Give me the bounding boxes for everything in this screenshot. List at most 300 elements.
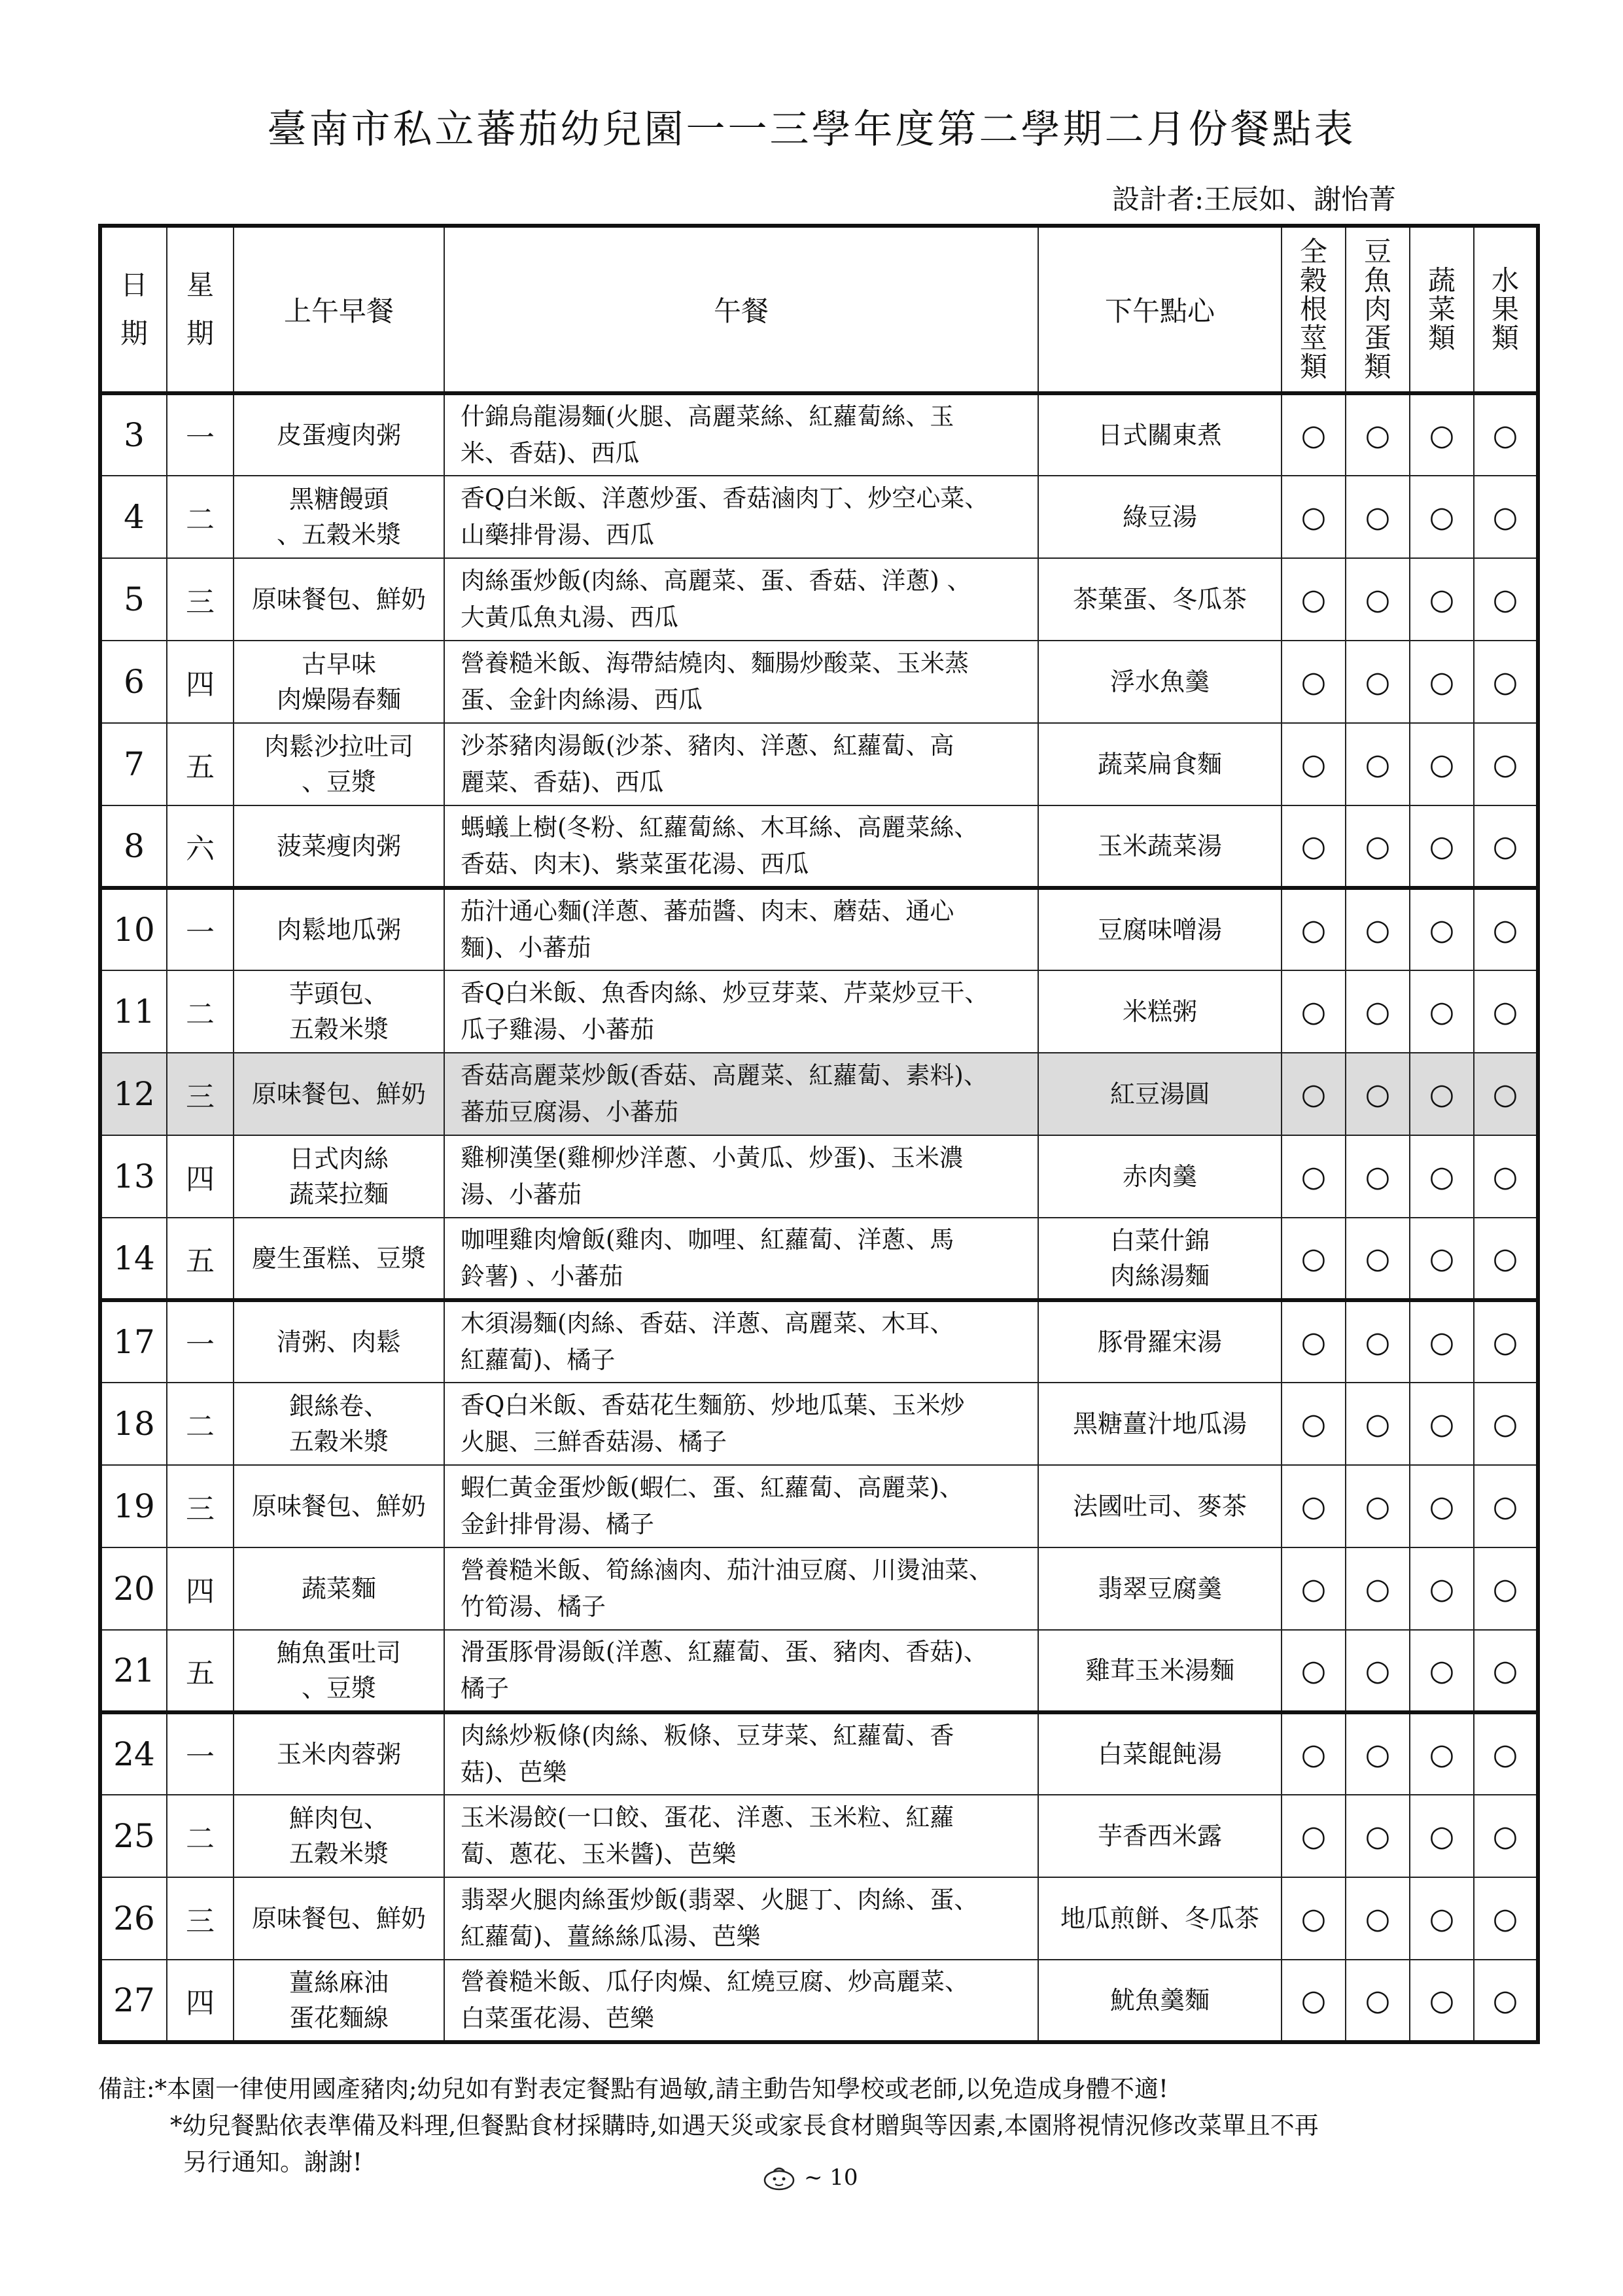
snack-cell <box>1038 1877 1282 1960</box>
weekday-cell <box>167 641 234 723</box>
table-row <box>100 1712 1538 1795</box>
lunch-cell <box>444 1053 1038 1135</box>
lunch-cell-line: 香Q白米飯、魚香肉絲、炒豆芽菜、芹菜炒豆干、 <box>461 979 989 1007</box>
weekday-cell <box>167 1795 234 1877</box>
header-fruit: 水 果 類 <box>1474 226 1538 393</box>
date-cell-line: 17 <box>113 1323 155 1361</box>
breakfast-cell-line: 蔬菜麵 <box>301 1574 376 1603</box>
weekday-cell <box>167 1300 234 1383</box>
weekday-cell-line: 一 <box>186 1740 215 1774</box>
page-title: 臺南市私立蕃茄幼兒園一一三學年度第二學期二月份餐點表 <box>267 107 1356 152</box>
fruit-check-cell <box>1474 970 1538 1053</box>
veg-check-cell-line: ○ <box>1429 995 1455 1029</box>
snack-cell-line: 白菜什錦 <box>1109 1226 1210 1255</box>
breakfast-cell-line: 日式肉絲 <box>288 1144 389 1173</box>
snack-cell-line: 肉絲湯麵 <box>1109 1262 1210 1290</box>
header-grain: 全 穀 根 莖 類 <box>1282 226 1346 393</box>
grain-check-cell-line: ○ <box>1300 1241 1327 1275</box>
date-cell-line: 12 <box>113 1075 155 1113</box>
table-row <box>100 888 1538 970</box>
protein-check-cell-line: ○ <box>1365 665 1391 699</box>
veg-check-cell-line: ○ <box>1429 747 1455 781</box>
fruit-check-cell-line: ○ <box>1492 582 1518 616</box>
header-lunch: 午餐 <box>444 226 1038 393</box>
fruit-check-cell-line: ○ <box>1492 913 1518 947</box>
fruit-check-cell-line: ○ <box>1492 1572 1518 1606</box>
fruit-check-cell-line: ○ <box>1492 1159 1518 1193</box>
breakfast-cell <box>234 1630 444 1712</box>
weekday-cell <box>167 970 234 1053</box>
table-row <box>100 641 1538 723</box>
weekday-cell <box>167 1960 234 2042</box>
snack-cell <box>1038 1218 1282 1300</box>
fruit-check-cell <box>1474 888 1538 970</box>
snack-cell-line: 芋香西米露 <box>1097 1822 1222 1850</box>
fruit-check-cell-line: ○ <box>1492 1241 1518 1275</box>
veg-check-cell-line: ○ <box>1429 1983 1455 2017</box>
date-cell-line: 26 <box>113 1899 155 1937</box>
breakfast-cell-line: 慶生蛋糕、豆漿 <box>251 1244 426 1273</box>
weekday-cell-line: 一 <box>186 1328 215 1362</box>
lunch-cell-line: 蕃茄豆腐湯、小蕃茄 <box>461 1098 678 1126</box>
date-cell <box>100 558 167 641</box>
fruit-check-cell <box>1474 393 1538 476</box>
lunch-cell <box>444 1960 1038 2042</box>
fruit-check-cell-line: ○ <box>1492 500 1518 534</box>
weekday-cell <box>167 723 234 805</box>
lunch-cell-line: 蔔、蔥花、玉米醬)、芭樂 <box>461 1840 737 1868</box>
lunch-cell-line: 瓜子雞湯、小蕃茄 <box>461 1016 654 1044</box>
grain-check-cell-line: ○ <box>1300 500 1327 534</box>
breakfast-cell-line: 鮮肉包、 <box>288 1804 389 1833</box>
breakfast-cell <box>234 888 444 970</box>
date-cell-line: 8 <box>124 827 145 865</box>
breakfast-cell-line: 肉鬆沙拉吐司 <box>264 732 413 761</box>
snack-cell-line: 法國吐司、麥茶 <box>1072 1492 1247 1521</box>
protein-check-cell-line: ○ <box>1365 913 1391 947</box>
lunch-cell <box>444 1630 1038 1712</box>
veg-check-cell-line: ○ <box>1429 1077 1455 1111</box>
snack-cell <box>1038 1383 1282 1465</box>
date-cell <box>100 805 167 888</box>
lunch-cell-line: 香菇高麗菜炒飯(香菇、高麗菜、紅蘿蔔、素料)、 <box>461 1061 988 1089</box>
protein-check-cell-line: ○ <box>1365 500 1391 534</box>
fruit-check-cell <box>1474 641 1538 723</box>
snack-cell-line: 浮水魚羹 <box>1109 667 1210 696</box>
date-cell <box>100 1547 167 1630</box>
veg-check-cell <box>1410 723 1474 805</box>
snack-cell <box>1038 1712 1282 1795</box>
lunch-cell-line: 滑蛋豚骨湯飯(洋蔥、紅蘿蔔、蛋、豬肉、香菇)、 <box>461 1638 988 1666</box>
grain-check-cell <box>1282 1053 1346 1135</box>
grain-check-cell <box>1282 1712 1346 1795</box>
date-cell-line: 14 <box>113 1239 155 1277</box>
snack-cell <box>1038 970 1282 1053</box>
table-row <box>100 1383 1538 1465</box>
weekday-cell <box>167 1465 234 1547</box>
snack-cell <box>1038 805 1282 888</box>
grain-check-cell <box>1282 888 1346 970</box>
lunch-cell <box>444 641 1038 723</box>
breakfast-cell <box>234 1547 444 1630</box>
protein-check-cell-line: ○ <box>1365 995 1391 1029</box>
protein-check-cell-line: ○ <box>1365 1489 1391 1523</box>
veg-check-cell-line: ○ <box>1429 829 1455 863</box>
lunch-cell-line: 麗菜、香菇)、西瓜 <box>461 768 664 796</box>
protein-check-cell <box>1346 476 1410 558</box>
fruit-check-cell-line: ○ <box>1492 418 1518 452</box>
lunch-cell-line: 營養糙米飯、筍絲滷肉、茄汁油豆腐、川燙油菜、 <box>461 1556 993 1584</box>
date-cell-line: 3 <box>124 416 145 454</box>
weekday-cell <box>167 1053 234 1135</box>
protein-check-cell-line: ○ <box>1365 1901 1391 1935</box>
date-cell <box>100 1383 167 1465</box>
date-cell <box>100 970 167 1053</box>
weekday-cell-line: 六 <box>186 832 215 866</box>
snack-cell <box>1038 723 1282 805</box>
table-row <box>100 1547 1538 1630</box>
veg-check-cell <box>1410 1712 1474 1795</box>
fruit-check-cell <box>1474 1053 1538 1135</box>
date-cell-line: 6 <box>124 663 145 701</box>
note-line: *幼兒餐點依表準備及料理,但餐點食材採購時,如遇天災或家長食材贈與等因素,本園將視情況修改菜單且不再 <box>170 2111 1319 2140</box>
grain-check-cell-line: ○ <box>1300 1737 1327 1771</box>
weekday-cell <box>167 476 234 558</box>
snack-cell-line: 豚骨羅宋湯 <box>1097 1328 1222 1356</box>
snack-cell-line: 紅豆湯圓 <box>1109 1080 1210 1108</box>
snack-cell-line: 白菜餛飩湯 <box>1097 1740 1222 1769</box>
protein-check-cell-line: ○ <box>1365 1572 1391 1606</box>
breakfast-cell <box>234 393 444 476</box>
snack-cell-line: 黑糖薑汁地瓜湯 <box>1072 1409 1247 1438</box>
lunch-cell-line: 金針排骨湯、橘子 <box>461 1510 654 1538</box>
breakfast-cell-line: 銀絲卷、 <box>288 1392 389 1421</box>
grain-check-cell <box>1282 805 1346 888</box>
grain-check-cell-line: ○ <box>1300 1077 1327 1111</box>
fruit-check-cell-line: ○ <box>1492 1407 1518 1441</box>
snack-cell-line: 赤肉羹 <box>1122 1162 1197 1191</box>
protein-check-cell <box>1346 1465 1410 1547</box>
weekday-cell-line: 三 <box>186 1080 215 1114</box>
lunch-cell <box>444 1547 1038 1630</box>
weekday-cell-line: 一 <box>186 421 215 455</box>
protein-check-cell <box>1346 1135 1410 1218</box>
lunch-cell-line: 湯、小蕃茄 <box>461 1180 582 1209</box>
grain-check-cell-line: ○ <box>1300 665 1327 699</box>
fruit-check-cell-line: ○ <box>1492 1077 1518 1111</box>
lunch-cell-line: 木須湯麵(肉絲、香菇、洋蔥、高麗菜、木耳、 <box>461 1309 954 1337</box>
veg-check-cell <box>1410 641 1474 723</box>
breakfast-cell <box>234 1795 444 1877</box>
veg-check-cell <box>1410 970 1474 1053</box>
breakfast-cell <box>234 1712 444 1795</box>
breakfast-cell-line: 皮蛋瘦肉粥 <box>276 421 401 450</box>
weekday-cell <box>167 1877 234 1960</box>
weekday-cell-line: 五 <box>186 1657 215 1690</box>
protein-check-cell <box>1346 805 1410 888</box>
weekday-cell <box>167 558 234 641</box>
breakfast-cell-line: 清粥、肉鬆 <box>276 1328 401 1356</box>
table-row <box>100 476 1538 558</box>
date-cell-line: 27 <box>113 1981 155 2019</box>
header-date: 日 期 <box>100 226 167 393</box>
grain-check-cell-line: ○ <box>1300 913 1327 947</box>
lunch-cell-line: 翡翠火腿肉絲蛋炒飯(翡翠、火腿丁、肉絲、蛋、 <box>461 1886 979 1914</box>
grain-check-cell <box>1282 1218 1346 1300</box>
grain-check-cell-line: ○ <box>1300 1983 1327 2017</box>
grain-check-cell-line: ○ <box>1300 1901 1327 1935</box>
grain-check-cell <box>1282 1465 1346 1547</box>
lunch-cell-line: 營養糙米飯、海帶結燒肉、麵腸炒酸菜、玉米蒸 <box>461 649 969 677</box>
table-row <box>100 723 1538 805</box>
lunch-cell-line: 肉絲炒粄條(肉絲、粄條、豆芽菜、紅蘿蔔、香 <box>461 1722 954 1750</box>
breakfast-cell <box>234 970 444 1053</box>
page-number: ~ 10 <box>804 2164 858 2191</box>
lunch-cell <box>444 1135 1038 1218</box>
weekday-cell-line: 四 <box>186 1163 215 1196</box>
breakfast-cell <box>234 1465 444 1547</box>
fruit-check-cell <box>1474 805 1538 888</box>
fruit-check-cell-line: ○ <box>1492 995 1518 1029</box>
lunch-cell-line: 玉米湯餃(一口餃、蛋花、洋蔥、玉米粒、紅蘿 <box>461 1803 954 1831</box>
protein-check-cell-line: ○ <box>1365 1159 1391 1193</box>
lunch-cell-line: 什錦烏龍湯麵(火腿、高麗菜絲、紅蘿蔔絲、玉 <box>461 402 954 431</box>
weekday-cell-line: 三 <box>186 1492 215 1526</box>
lunch-cell <box>444 1712 1038 1795</box>
grain-check-cell-line: ○ <box>1300 418 1327 452</box>
grain-check-cell-line: ○ <box>1300 1325 1327 1359</box>
weekday-cell <box>167 1547 234 1630</box>
protein-check-cell <box>1346 723 1410 805</box>
breakfast-cell-line: 古早味 <box>301 650 376 679</box>
weekday-cell <box>167 888 234 970</box>
protein-check-cell <box>1346 393 1410 476</box>
lunch-cell-line: 營養糙米飯、瓜仔肉燥、紅燒豆腐、炒高麗菜、 <box>461 1968 969 1996</box>
lunch-cell-line: 香Q白米飯、香菇花生麵筋、炒地瓜葉、玉米炒 <box>461 1391 965 1419</box>
fruit-check-cell <box>1474 1383 1538 1465</box>
grain-check-cell-line: ○ <box>1300 747 1327 781</box>
date-cell-line: 11 <box>113 993 155 1031</box>
tomato-face-icon <box>762 2164 796 2191</box>
table-row <box>100 1877 1538 1960</box>
veg-check-cell <box>1410 888 1474 970</box>
veg-check-cell-line: ○ <box>1429 1572 1455 1606</box>
date-cell-line: 4 <box>124 498 145 536</box>
weekday-cell <box>167 1712 234 1795</box>
date-cell <box>100 1877 167 1960</box>
lunch-cell-line: 山藥排骨湯、西瓜 <box>461 521 654 549</box>
protein-check-cell-line: ○ <box>1365 1983 1391 2017</box>
lunch-cell-line: 菇)、芭樂 <box>461 1758 567 1786</box>
snack-cell-line: 雞茸玉米湯麵 <box>1085 1656 1234 1685</box>
date-cell-line: 19 <box>113 1487 155 1525</box>
snack-cell <box>1038 1465 1282 1547</box>
grain-check-cell <box>1282 1795 1346 1877</box>
veg-check-cell-line: ○ <box>1429 1819 1455 1853</box>
date-cell <box>100 393 167 476</box>
protein-check-cell-line: ○ <box>1365 829 1391 863</box>
grain-check-cell-line: ○ <box>1300 1572 1327 1606</box>
protein-check-cell <box>1346 1712 1410 1795</box>
grain-check-cell <box>1282 558 1346 641</box>
fruit-check-cell <box>1474 1630 1538 1712</box>
fruit-check-cell-line: ○ <box>1492 1901 1518 1935</box>
lunch-cell <box>444 1795 1038 1877</box>
snack-cell <box>1038 641 1282 723</box>
grain-check-cell-line: ○ <box>1300 1653 1327 1687</box>
breakfast-cell-line: 、五穀米漿 <box>276 520 401 549</box>
lunch-cell <box>444 393 1038 476</box>
breakfast-cell <box>234 1135 444 1218</box>
grain-check-cell-line: ○ <box>1300 829 1327 863</box>
veg-check-cell <box>1410 558 1474 641</box>
snack-cell <box>1038 1300 1282 1383</box>
fruit-check-cell <box>1474 1135 1538 1218</box>
lunch-cell-line: 大黃瓜魚丸湯、西瓜 <box>461 603 678 631</box>
weekday-cell-line: 二 <box>186 998 215 1031</box>
grain-check-cell <box>1282 723 1346 805</box>
protein-check-cell-line: ○ <box>1365 582 1391 616</box>
protein-check-cell <box>1346 1547 1410 1630</box>
fruit-check-cell-line: ○ <box>1492 1737 1518 1771</box>
snack-cell <box>1038 1630 1282 1712</box>
table-row <box>100 805 1538 888</box>
grain-check-cell <box>1282 1300 1346 1383</box>
grain-check-cell-line: ○ <box>1300 582 1327 616</box>
veg-check-cell-line: ○ <box>1429 665 1455 699</box>
weekday-cell <box>167 1630 234 1712</box>
lunch-cell-line: 香菇、肉末)、紫菜蛋花湯、西瓜 <box>461 850 809 878</box>
veg-check-cell <box>1410 1218 1474 1300</box>
veg-check-cell-line: ○ <box>1429 1407 1455 1441</box>
weekday-cell-line: 一 <box>186 916 215 949</box>
snack-cell <box>1038 1795 1282 1877</box>
weekday-cell-line: 三 <box>186 1905 215 1938</box>
grain-check-cell-line: ○ <box>1300 1159 1327 1193</box>
lunch-cell <box>444 476 1038 558</box>
lunch-cell-line: 紅蘿蔔)、橘子 <box>461 1346 616 1374</box>
breakfast-cell-line: 、豆漿 <box>301 768 376 796</box>
breakfast-cell <box>234 1218 444 1300</box>
breakfast-cell <box>234 1383 444 1465</box>
veg-check-cell <box>1410 1135 1474 1218</box>
fruit-check-cell-line: ○ <box>1492 747 1518 781</box>
date-cell <box>100 1053 167 1135</box>
grain-check-cell <box>1282 393 1346 476</box>
veg-check-cell-line: ○ <box>1429 1325 1455 1359</box>
fruit-check-cell-line: ○ <box>1492 1983 1518 2017</box>
table-row <box>100 1630 1538 1712</box>
table-header-row <box>100 226 1538 393</box>
protein-check-cell <box>1346 641 1410 723</box>
veg-check-cell-line: ○ <box>1429 1159 1455 1193</box>
lunch-cell <box>444 723 1038 805</box>
lunch-cell-line: 鈴薯) 、小蕃茄 <box>461 1262 623 1290</box>
date-cell-line: 13 <box>113 1157 155 1195</box>
protein-check-cell-line: ○ <box>1365 1653 1391 1687</box>
header-veg: 蔬 菜 類 <box>1410 226 1474 393</box>
note-line: 備註:*本園一律使用國產豬肉;幼兒如有對表定餐點有過敏,請主動告知學校或老師,以免造成身體不適! <box>98 2075 1168 2103</box>
protein-check-cell <box>1346 970 1410 1053</box>
breakfast-cell-line: 芋頭包、 <box>288 980 389 1008</box>
veg-check-cell-line: ○ <box>1429 418 1455 452</box>
grain-check-cell <box>1282 1630 1346 1712</box>
veg-check-cell <box>1410 1053 1474 1135</box>
protein-check-cell <box>1346 1630 1410 1712</box>
weekday-cell-line: 四 <box>186 1987 215 2020</box>
fruit-check-cell <box>1474 1465 1538 1547</box>
date-cell <box>100 1465 167 1547</box>
date-cell-line: 10 <box>113 911 155 949</box>
fruit-check-cell <box>1474 1218 1538 1300</box>
grain-check-cell-line: ○ <box>1300 1407 1327 1441</box>
protein-check-cell <box>1346 1960 1410 2042</box>
protein-check-cell <box>1346 1218 1410 1300</box>
snack-cell-line: 日式關東煮 <box>1097 421 1222 450</box>
grain-check-cell <box>1282 476 1346 558</box>
lunch-cell <box>444 1300 1038 1383</box>
header-snack: 下午點心 <box>1038 226 1282 393</box>
veg-check-cell <box>1410 1383 1474 1465</box>
date-cell <box>100 1300 167 1383</box>
breakfast-cell <box>234 558 444 641</box>
protein-check-cell-line: ○ <box>1365 1737 1391 1771</box>
lunch-cell-line: 螞蟻上樹(冬粉、紅蘿蔔絲、木耳絲、高麗菜絲、 <box>461 813 979 841</box>
table-row <box>100 1465 1538 1547</box>
breakfast-cell <box>234 723 444 805</box>
breakfast-cell <box>234 641 444 723</box>
protein-check-cell <box>1346 1795 1410 1877</box>
breakfast-cell-line: 薑絲麻油 <box>288 1968 389 1997</box>
snack-cell-line: 茶葉蛋、冬瓜茶 <box>1072 585 1247 614</box>
veg-check-cell <box>1410 1877 1474 1960</box>
breakfast-cell <box>234 1960 444 2042</box>
lunch-cell <box>444 1877 1038 1960</box>
table-row <box>100 1300 1538 1383</box>
table-row <box>100 1053 1538 1135</box>
veg-check-cell-line: ○ <box>1429 1901 1455 1935</box>
lunch-cell-line: 紅蘿蔔)、薑絲絲瓜湯、芭樂 <box>461 1922 761 1951</box>
breakfast-cell-line: 原味餐包、鮮奶 <box>251 1492 426 1521</box>
weekday-cell-line: 五 <box>186 751 215 784</box>
table-row <box>100 1795 1538 1877</box>
table-row <box>100 970 1538 1053</box>
veg-check-cell-line: ○ <box>1429 1653 1455 1687</box>
date-cell-line: 24 <box>113 1735 155 1773</box>
fruit-check-cell <box>1474 1795 1538 1877</box>
designer-credit: 設計者:王辰如、謝怡菁 <box>1112 183 1397 215</box>
date-cell <box>100 888 167 970</box>
date-cell-line: 7 <box>124 745 145 783</box>
snack-cell <box>1038 888 1282 970</box>
snack-cell <box>1038 1960 1282 2042</box>
page-footer <box>762 2164 858 2191</box>
snack-cell <box>1038 1135 1282 1218</box>
fruit-check-cell <box>1474 476 1538 558</box>
date-cell <box>100 476 167 558</box>
grain-check-cell-line: ○ <box>1300 1489 1327 1523</box>
lunch-cell-line: 麵)、小蕃茄 <box>461 934 591 962</box>
protein-check-cell-line: ○ <box>1365 1077 1391 1111</box>
grain-check-cell-line: ○ <box>1300 1819 1327 1853</box>
fruit-check-cell <box>1474 1547 1538 1630</box>
grain-check-cell <box>1282 1383 1346 1465</box>
fruit-check-cell-line: ○ <box>1492 1653 1518 1687</box>
weekday-cell-line: 二 <box>186 1822 215 1856</box>
veg-check-cell-line: ○ <box>1429 1489 1455 1523</box>
lunch-cell-line: 蝦仁黃金蛋炒飯(蝦仁、蛋、紅蘿蔔、高麗菜)、 <box>461 1474 964 1502</box>
weekday-cell <box>167 805 234 888</box>
